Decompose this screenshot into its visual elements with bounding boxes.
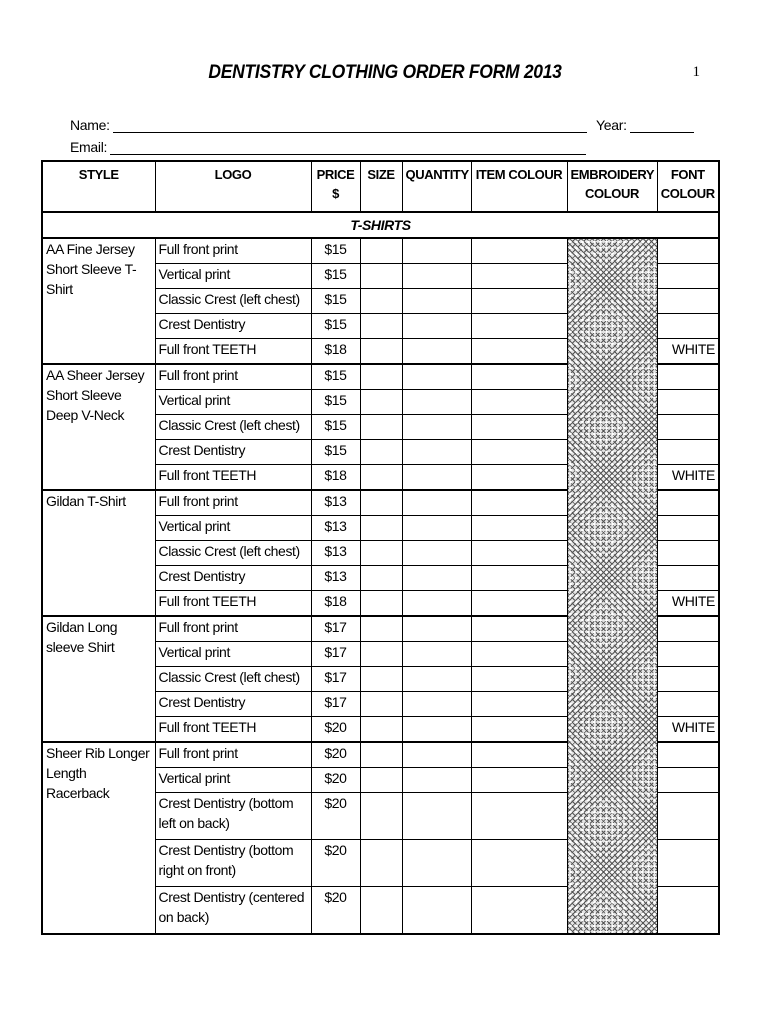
quantity-input-cell[interactable] [402, 390, 471, 415]
col-logo-header: LOGO [155, 161, 311, 212]
logo-cell: Full front print [155, 742, 311, 768]
item-colour-input-cell[interactable] [471, 793, 567, 840]
quantity-input-cell[interactable] [402, 238, 471, 264]
quantity-input-cell[interactable] [402, 642, 471, 667]
order-table [41, 160, 720, 935]
size-input-cell[interactable] [360, 415, 402, 440]
logo-cell: Crest Dentistry [155, 566, 311, 591]
font-colour-cell[interactable] [657, 390, 719, 415]
quantity-input-cell[interactable] [402, 440, 471, 465]
font-colour-cell[interactable] [657, 364, 719, 390]
item-colour-input-cell[interactable] [471, 238, 567, 264]
quantity-input-cell[interactable] [402, 339, 471, 365]
name-input-line[interactable] [113, 118, 587, 133]
price-cell: $17 [311, 692, 360, 717]
item-colour-input-cell[interactable] [471, 692, 567, 717]
price-cell: $13 [311, 516, 360, 541]
quantity-input-cell[interactable] [402, 289, 471, 314]
quantity-input-cell[interactable] [402, 793, 471, 840]
item-colour-input-cell[interactable] [471, 339, 567, 365]
logo-cell: Full front TEETH [155, 591, 311, 617]
item-colour-input-cell[interactable] [471, 490, 567, 516]
font-colour-cell[interactable] [657, 516, 719, 541]
price-cell: $20 [311, 768, 360, 793]
size-input-cell[interactable] [360, 364, 402, 390]
quantity-input-cell[interactable] [402, 364, 471, 390]
size-input-cell[interactable] [360, 742, 402, 768]
col-price-header: PRICE $ [311, 161, 360, 212]
style-cell: Gildan Long sleeve Shirt [42, 616, 155, 742]
size-input-cell[interactable] [360, 793, 402, 840]
col-embroidery-colour-header: EMBROIDERY COLOUR [567, 161, 657, 212]
col-size-header: SIZE [360, 161, 402, 212]
size-input-cell[interactable] [360, 667, 402, 692]
size-input-cell[interactable] [360, 541, 402, 566]
font-colour-cell[interactable] [657, 289, 719, 314]
size-input-cell[interactable] [360, 490, 402, 516]
size-input-cell[interactable] [360, 566, 402, 591]
font-colour-cell[interactable] [657, 616, 719, 642]
price-cell: $15 [311, 440, 360, 465]
item-colour-input-cell[interactable] [471, 541, 567, 566]
email-field[interactable] [70, 139, 586, 155]
item-colour-input-cell[interactable] [471, 364, 567, 390]
price-cell: $18 [311, 591, 360, 617]
logo-cell: Crest Dentistry (bottom left on back) [155, 793, 311, 840]
style-cell: AA Fine Jersey Short Sleeve T-Shirt [42, 238, 155, 364]
quantity-input-cell[interactable] [402, 264, 471, 289]
section-title: T-SHIRTS [42, 212, 719, 238]
col-font-colour-header: FONT COLOUR [657, 161, 719, 212]
logo-cell: Vertical print [155, 768, 311, 793]
item-colour-input-cell[interactable] [471, 887, 567, 935]
quantity-input-cell[interactable] [402, 541, 471, 566]
item-colour-input-cell[interactable] [471, 390, 567, 415]
item-colour-input-cell[interactable] [471, 840, 567, 887]
quantity-input-cell[interactable] [402, 566, 471, 591]
price-cell: $18 [311, 339, 360, 365]
page-number: 1 [692, 64, 700, 80]
price-cell: $20 [311, 793, 360, 840]
quantity-input-cell[interactable] [402, 840, 471, 887]
logo-cell: Full front print [155, 490, 311, 516]
price-cell: $15 [311, 238, 360, 264]
font-colour-cell[interactable] [657, 793, 719, 840]
price-cell: $20 [311, 887, 360, 935]
table-row [42, 238, 719, 264]
style-cell: AA Sheer Jersey Short Sleeve Deep V-Neck [42, 364, 155, 490]
price-cell: $15 [311, 264, 360, 289]
logo-cell: Vertical print [155, 642, 311, 667]
price-cell: $20 [311, 717, 360, 743]
size-input-cell[interactable] [360, 887, 402, 935]
year-label: Year: [596, 117, 627, 133]
font-colour-cell[interactable] [657, 840, 719, 887]
quantity-input-cell[interactable] [402, 490, 471, 516]
logo-cell: Crest Dentistry (bottom right on front) [155, 840, 311, 887]
price-cell: $15 [311, 415, 360, 440]
font-colour-cell[interactable] [657, 440, 719, 465]
item-colour-input-cell[interactable] [471, 616, 567, 642]
price-cell: $15 [311, 364, 360, 390]
size-input-cell[interactable] [360, 591, 402, 617]
item-colour-input-cell[interactable] [471, 591, 567, 617]
font-colour-cell[interactable] [657, 692, 719, 717]
size-input-cell[interactable] [360, 768, 402, 793]
item-colour-input-cell[interactable] [471, 465, 567, 491]
logo-cell: Full front print [155, 238, 311, 264]
quantity-input-cell[interactable] [402, 516, 471, 541]
price-cell: $20 [311, 840, 360, 887]
font-colour-cell[interactable] [657, 238, 719, 264]
font-colour-cell[interactable]: WHITE [657, 339, 719, 365]
quantity-input-cell[interactable] [402, 314, 471, 339]
font-colour-cell[interactable] [657, 768, 719, 793]
quantity-input-cell[interactable] [402, 465, 471, 491]
col-style-header: STYLE [42, 161, 155, 212]
size-input-cell[interactable] [360, 642, 402, 667]
logo-cell: Classic Crest (left chest) [155, 415, 311, 440]
logo-cell: Classic Crest (left chest) [155, 289, 311, 314]
quantity-input-cell[interactable] [402, 887, 471, 935]
name-label: Name: [70, 117, 110, 133]
quantity-input-cell[interactable] [402, 667, 471, 692]
size-input-cell[interactable] [360, 314, 402, 339]
size-input-cell[interactable] [360, 616, 402, 642]
price-cell: $20 [311, 742, 360, 768]
font-colour-cell[interactable] [657, 642, 719, 667]
logo-cell: Classic Crest (left chest) [155, 667, 311, 692]
logo-cell: Classic Crest (left chest) [155, 541, 311, 566]
size-input-cell[interactable] [360, 692, 402, 717]
font-colour-cell[interactable] [657, 566, 719, 591]
item-colour-input-cell[interactable] [471, 642, 567, 667]
size-input-cell[interactable] [360, 264, 402, 289]
price-cell: $15 [311, 390, 360, 415]
quantity-input-cell[interactable] [402, 768, 471, 793]
price-cell: $17 [311, 667, 360, 692]
logo-cell: Crest Dentistry [155, 440, 311, 465]
logo-cell: Vertical print [155, 264, 311, 289]
size-input-cell[interactable] [360, 440, 402, 465]
logo-cell: Full front print [155, 616, 311, 642]
section-row [42, 212, 719, 238]
font-colour-cell[interactable]: WHITE [657, 591, 719, 617]
price-cell: $13 [311, 541, 360, 566]
header-row [42, 161, 719, 212]
font-colour-cell[interactable] [657, 490, 719, 516]
font-colour-cell[interactable] [657, 264, 719, 289]
logo-cell: Crest Dentistry [155, 692, 311, 717]
quantity-input-cell[interactable] [402, 717, 471, 743]
size-input-cell[interactable] [360, 390, 402, 415]
col-item-colour-header: ITEM COLOUR [471, 161, 567, 212]
size-input-cell[interactable] [360, 289, 402, 314]
item-colour-input-cell[interactable] [471, 289, 567, 314]
embroidery-colour-shaded-cell [567, 238, 657, 934]
size-input-cell[interactable] [360, 717, 402, 743]
style-cell: Gildan T-Shirt [42, 490, 155, 616]
item-colour-input-cell[interactable] [471, 264, 567, 289]
page-title: DENTISTRY CLOTHING ORDER FORM 2013 [208, 62, 562, 83]
year-input-line[interactable] [630, 118, 694, 133]
logo-cell: Full front TEETH [155, 465, 311, 491]
logo-cell: Vertical print [155, 516, 311, 541]
font-colour-cell[interactable] [657, 415, 719, 440]
email-label: Email: [70, 139, 108, 155]
font-colour-cell[interactable] [657, 541, 719, 566]
price-cell: $17 [311, 616, 360, 642]
item-colour-input-cell[interactable] [471, 717, 567, 743]
email-input-line[interactable] [110, 140, 586, 155]
font-colour-cell[interactable]: WHITE [657, 465, 719, 491]
quantity-input-cell[interactable] [402, 742, 471, 768]
quantity-input-cell[interactable] [402, 692, 471, 717]
item-colour-input-cell[interactable] [471, 742, 567, 768]
item-colour-input-cell[interactable] [471, 667, 567, 692]
item-colour-input-cell[interactable] [471, 314, 567, 339]
font-colour-cell[interactable] [657, 742, 719, 768]
name-field[interactable] [70, 117, 587, 133]
font-colour-cell[interactable]: WHITE [657, 717, 719, 743]
size-input-cell[interactable] [360, 465, 402, 491]
logo-cell: Vertical print [155, 390, 311, 415]
logo-cell: Full front TEETH [155, 339, 311, 365]
quantity-input-cell[interactable] [402, 616, 471, 642]
size-input-cell[interactable] [360, 840, 402, 887]
item-colour-input-cell[interactable] [471, 415, 567, 440]
logo-cell: Crest Dentistry (centered on back) [155, 887, 311, 935]
year-field[interactable] [596, 117, 694, 133]
font-colour-cell[interactable] [657, 887, 719, 935]
quantity-input-cell[interactable] [402, 415, 471, 440]
price-cell: $17 [311, 642, 360, 667]
size-input-cell[interactable] [360, 516, 402, 541]
col-quantity-header: QUANTITY [402, 161, 471, 212]
item-colour-input-cell[interactable] [471, 516, 567, 541]
logo-cell: Full front print [155, 364, 311, 390]
item-colour-input-cell[interactable] [471, 768, 567, 793]
font-colour-cell[interactable] [657, 314, 719, 339]
item-colour-input-cell[interactable] [471, 440, 567, 465]
size-input-cell[interactable] [360, 238, 402, 264]
size-input-cell[interactable] [360, 339, 402, 365]
price-cell: $13 [311, 566, 360, 591]
price-cell: $15 [311, 289, 360, 314]
price-cell: $13 [311, 490, 360, 516]
price-cell: $18 [311, 465, 360, 491]
style-cell: Sheer Rib Longer Length Racerback [42, 742, 155, 934]
font-colour-cell[interactable] [657, 667, 719, 692]
logo-cell: Full front TEETH [155, 717, 311, 743]
item-colour-input-cell[interactable] [471, 566, 567, 591]
quantity-input-cell[interactable] [402, 591, 471, 617]
price-cell: $15 [311, 314, 360, 339]
logo-cell: Crest Dentistry [155, 314, 311, 339]
